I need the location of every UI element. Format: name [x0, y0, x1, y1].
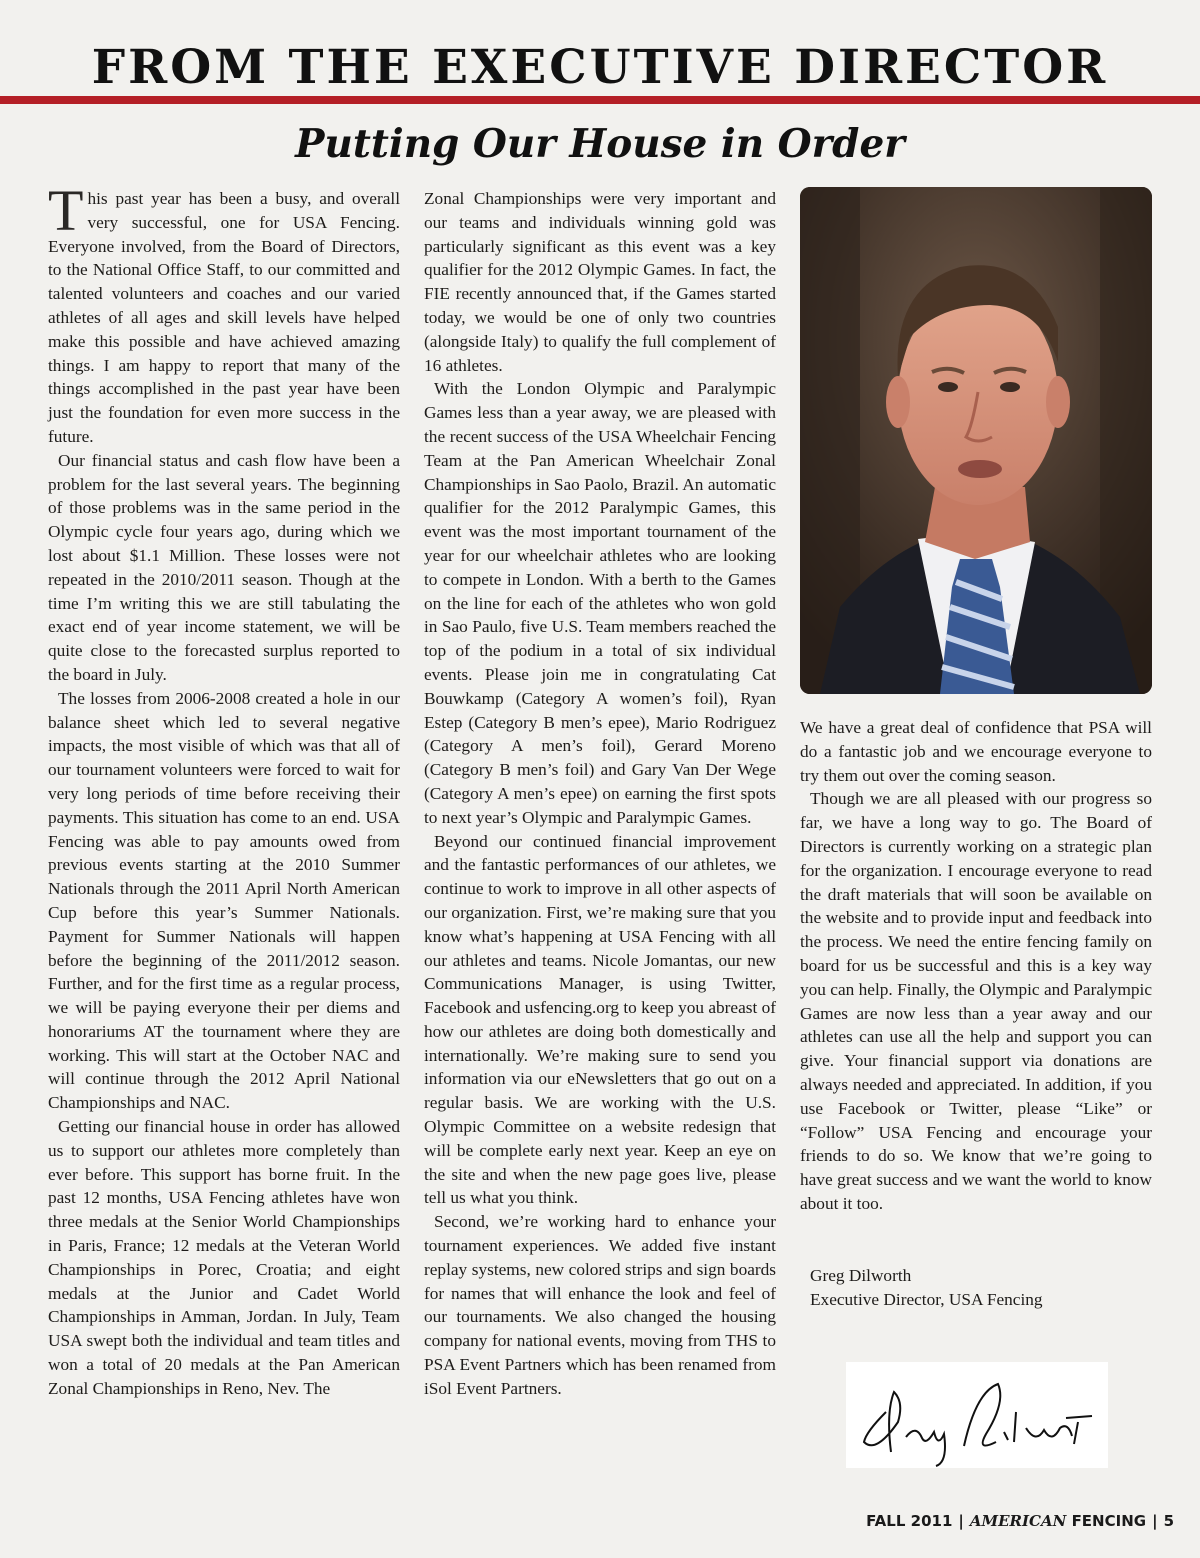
article-column-2	[424, 187, 776, 1401]
footer-divider: |	[958, 1512, 964, 1530]
page-divider: |	[1152, 1512, 1158, 1530]
article-title: Putting Our House in Order	[295, 121, 905, 167]
issue-label: FALL 2011	[866, 1512, 953, 1530]
magazine-name: FENCING	[1071, 1512, 1147, 1530]
page-footer	[866, 1512, 1174, 1530]
paragraph: We have a great deal of confidence that PSA will do a fantastic job and we encourage everyone to try them out over the coming season.	[800, 718, 1152, 785]
handwritten-signature	[846, 1362, 1108, 1468]
paragraph: The losses from 2006-2008 created a hole in our balance sheet which led to several negative impacts, the most visible of which was that all of our tournament volunteers were forced to wait for very long periods of time before receiving their payments. This situation has come to an end. USA Fencing was able to pay amounts owed from previous events starting at the 2010 Summer Nationals through the 2011 April North American Cup before this year’s Summer Nationals. Payment for Summer Nationals will happen before the beginning of the 2011/2012 season. Further, and for the first time as a regular process, we will be paying everyone their per diems and honorariums AT the tournament where they are working. This will start at the October NAC and will continue through the 2012 April National Championships and NAC.	[48, 688, 400, 1113]
drop-cap: T	[48, 178, 84, 243]
paragraph: Beyond our continued financial improvement and the fantastic performances of our athletes, we continue to work to improve in all other aspects of our organization. First, we’re making sure that you know what’s happening at USA Fencing with all our athletes and teams. Nicole Jomantas, our new Communications Manager, is using Twitter, Facebook and usfencing.org to keep you abreast of how our athletes are doing both domestically and internationally. We’re making sure to send you information via our eNewsletters that go out on a regular basis. We are working with the U.S. Olympic Committee on a website redesign that will be complete early next year. Keep an eye on the site and when the new page goes live, please tell us what you think.	[424, 831, 776, 1208]
page-number: 5	[1163, 1512, 1174, 1530]
paragraph: Getting our financial house in order has allowed us to support our athletes more completely than ever before. This support has borne fruit. In the past 12 months, USA Fencing athletes have won three medals at the Senior World Championships in Paris, France; 12 medals at the Veteran World Championships in Porec, Croatia; and eight medals at the Junior and Cadet World Championships in Amman, Jordan. In July, Team USA swept both the individual and team titles and won a total of 20 medals at the Pan American Zonal Championships in Reno, Nev. The	[48, 1117, 400, 1398]
paragraph: Our financial status and cash flow have been a problem for the last several years. The beginning of those problems was in the same period in the Olympic cycle four years ago, during which we lost about $1.1 Million. These losses were not repeated in the 2010/2011 season. Though at the time I’m writing this we are still tabulating the exact end of year income statement, we will be quite close to the forecasted surplus reported to the board in July.	[48, 450, 400, 684]
article-column-1	[48, 178, 400, 1401]
paragraph-text: his past year has been a busy, and overall very successful, one for USA Fencing. Everyone involved, from the Board of Directors, to the National Office Staff, to our committed and talented volunteers and coaches and our varied athletes of all ages and skill levels have helped make this possible and have achieved amazing things. I am happy to report that many of the things accomplished in the past year have been just the foundation for even more success in the future.	[48, 189, 400, 446]
signoff-name: Greg Dilworth	[810, 1266, 912, 1285]
paragraph: Zonal Championships were very important and our teams and individuals winning gold was particularly significant as this event was a key qualifier for the 2012 Olympic Games. In fact, the FIE recently announced that, if the Games started today, we would be one of only two countries (alongside Italy) to qualify the full complement of 16 athletes.	[424, 189, 776, 375]
paragraph: With the London Olympic and Paralympic Games less than a year away, we are pleased with the recent success of the USA Wheelchair Fencing Team at the Pan American Wheelchair Zonal Championships in Sao Paolo, Brazil. An automatic qualifier for the 2012 Paralympic Games, this event was the most important tournament of the year for our wheelchair athletes who are looking to compete in London. With a berth to the Games on the line for each of the athletes who won gold in Sao Paulo, five U.S. Team members reached the top of the podium in a total of six individual events. Please join me in congratulating Cat Bouwkamp (Category A women’s foil), Ryan Estep (Category B men’s epee), Mario Rodriguez (Category A men’s foil), Gerard Moreno (Category B men’s foil) and Gary Van Der Wege (Category A men’s epee) on earning the first spots to next year’s Olympic and Paralympic Games.	[424, 379, 776, 827]
magazine-name-italic: AMERICAN	[969, 1512, 1067, 1530]
paragraph	[48, 178, 400, 449]
signoff-title: Executive Director, USA Fencing	[810, 1290, 1043, 1309]
paragraph: Second, we’re working hard to enhance your tournament experiences. We added five instant replay systems, new colored strips and sign boards for names that will enhance the look and feel of our tournaments. We also changed the housing company for national events, moving from THS to PSA Event Partners which has been renamed from iSol Event Partners.	[424, 1212, 776, 1398]
red-divider-rule	[0, 96, 1200, 104]
director-portrait-photo	[800, 187, 1152, 694]
article-column-3	[800, 716, 1152, 1216]
section-title: FROM THE EXECUTIVE DIRECTOR	[91, 40, 1109, 95]
signoff	[810, 1264, 1043, 1312]
paragraph: Though we are all pleased with our progress so far, we have a long way to go. The Board of Directors is currently working on a strategic plan for the organization. I encourage everyone to read the draft materials that will soon be available on the website and to provide input and feedback into the process. We need the entire fencing family on board for us be successful and this is a key way you can help. Finally, the Olympic and Paralympic Games are now less than a year away and our athletes can use all the help and support you can give. Your financial support via donations are always needed and appreciated. In addition, if you use Facebook or Twitter, please “Like” or “Follow” USA Fencing and encourage your friends to do so. We know that we’re going to have great success and we want the world to know about it too.	[800, 789, 1152, 1213]
